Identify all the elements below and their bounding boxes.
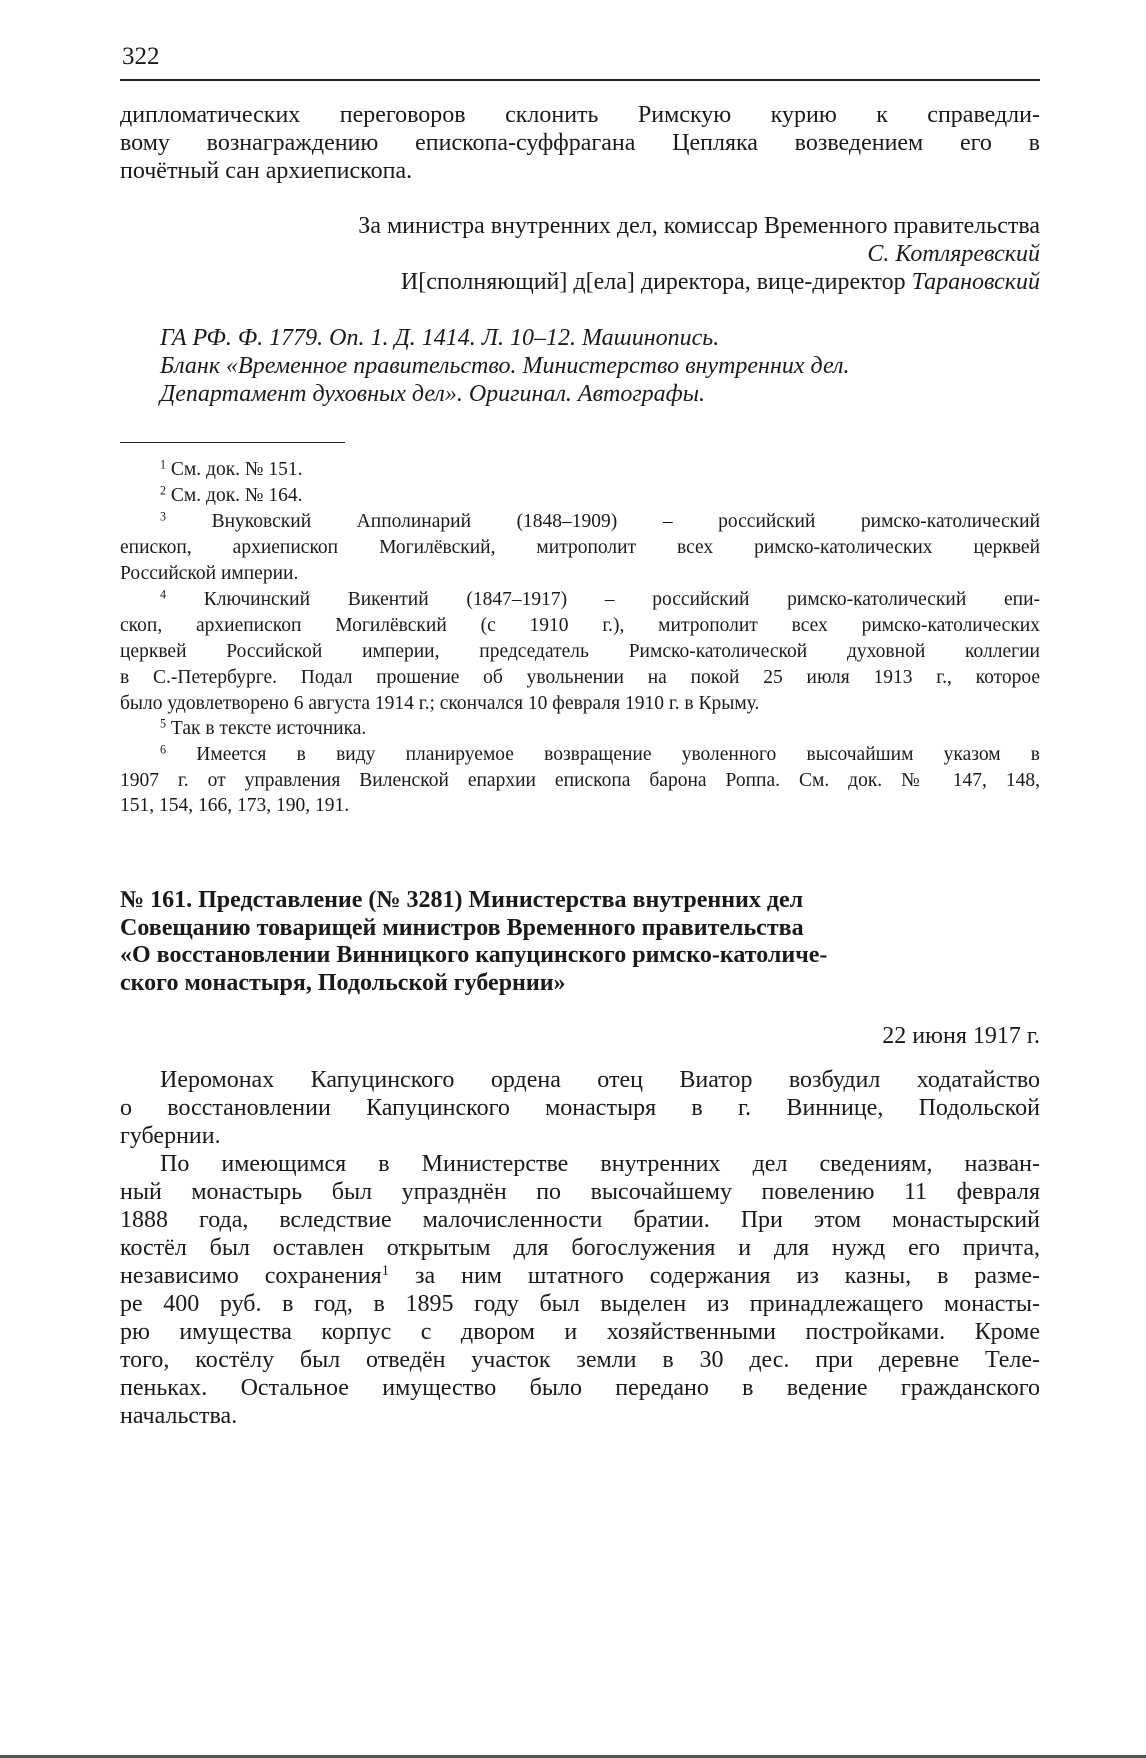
footnote-number: 2 (160, 483, 167, 498)
footnote-line (120, 793, 349, 819)
document-heading-line: № 161. Представление (№ 3281) Министерства внутренних дел (120, 887, 804, 913)
footnote-line (160, 483, 303, 509)
body-text-fragment: за ним штатного содержания из казны, в разме- (389, 1263, 1040, 1289)
body-text-line (120, 1261, 1040, 1291)
footnote-text: Имеется в виду планируемое возвращение уволенного высочайшим указом в (196, 744, 1041, 765)
body-text-line: того, костёлу был отведён участок земли в 30 дес. при деревне Теле- (120, 1347, 1040, 1373)
document-heading-line: «О восстановлении Винницкого капуцинского римско-католиче- (120, 942, 828, 968)
body-text-line: ре 400 руб. в год, в 1895 году был выделен из принадлежащего монасты- (120, 1291, 1040, 1317)
footnote-text: Внуковский Апполинарий (1848–1909) – российский римско-католический (211, 511, 1041, 532)
body-text-line: 1888 года, вследствие малочисленности братии. При этом монастырский (120, 1207, 1040, 1233)
header-rule (120, 79, 1040, 81)
footnote-text: Российской империи. (120, 563, 299, 584)
footnote-text: Так в тексте источника. (170, 718, 367, 739)
body-text-line: костёл был оставлен открытым для богослужения и для нужд его причта, (120, 1235, 1040, 1261)
footnote-text: 151, 154, 166, 173, 190, 191. (120, 795, 350, 816)
footnote-text: скоп, архиепископ Могилёвский (с 1910 г.), митрополит всех римско-католических (120, 615, 1040, 636)
footnote-line (160, 457, 303, 483)
footnote-text: епископ, архиепископ Могилёвский, митрополит всех римско-католических церквей (120, 537, 1040, 558)
footnote-reference: 1 (381, 1262, 390, 1279)
footnote-text: Ключинский Викентий (1847–1917) – российский римско-католический епи- (203, 589, 1041, 610)
footnote-number: 1 (160, 457, 167, 472)
footnote-text: См. док. № 164. (170, 485, 303, 506)
footnote-line (120, 768, 1040, 794)
body-text-line: ный монастырь был упразднён по высочайшему повелению 11 февраля (120, 1179, 1040, 1205)
footnote-line (160, 742, 1040, 768)
archive-source-line: ГА РФ. Ф. 1779. Оп. 1. Д. 1414. Л. 10–12. Машинопись. (160, 325, 720, 351)
footnote-number: 3 (160, 509, 167, 524)
footnote-text: См. док. № 151. (170, 459, 303, 480)
page-number: 322 (122, 43, 160, 70)
footnote-text: церквей Российской империи, председатель Римско-католической духовной коллегии (120, 641, 1040, 662)
footnote-number: 4 (160, 587, 167, 602)
footnote-line (120, 691, 759, 717)
body-text-line: начальства. (120, 1403, 238, 1429)
body-text-line: Иеромонах Капуцинского ордена отец Виатор возбудил ходатайство (160, 1067, 1040, 1093)
signature-name-2: Тарановский (911, 269, 1040, 295)
archive-source-line: Бланк «Временное правительство. Министерство внутренних дел. (160, 353, 850, 379)
footnote-text: было удовлетворено 6 августа 1914 г.; скончался 10 февраля 1910 г. в Крыму. (120, 693, 760, 714)
body-text-line: губернии. (120, 1123, 221, 1149)
footnote-line (120, 613, 1040, 639)
footnote-line (120, 535, 1040, 561)
footnote-line (120, 665, 1040, 691)
signature-line-2 (120, 267, 1040, 297)
footnote-line (120, 639, 1040, 665)
footnote-number: 5 (160, 716, 167, 731)
archive-source-line: Департамент духовных дел». Оригинал. Автографы. (160, 381, 705, 407)
footnote-separator (120, 442, 345, 443)
footnote-line (160, 509, 1040, 535)
document-heading-line: Совещанию товарищей министров Временного правительства (120, 915, 804, 941)
footnote-text: 1907 г. от управления Виленской епархии епископа барона Роппа. См. док. № 147, 148, (120, 770, 1040, 791)
footnote-line (120, 561, 298, 587)
signature-line-1: За министра внутренних дел, комиссар Временного правительства (358, 213, 1040, 239)
body-text-line: По имеющимся в Министерстве внутренних дел сведениям, назван- (160, 1151, 1040, 1177)
body-text-line: пеньках. Остальное имущество было передано в ведение гражданского (120, 1375, 1040, 1401)
footnote-line (160, 716, 366, 742)
footnote-number: 6 (160, 742, 167, 757)
signature-name-1: С. Котляревский (867, 241, 1040, 267)
body-text-line: вому вознаграждению епископа-суффрагана Цепляка возведением его в (120, 130, 1040, 156)
body-text-fragment: независимо сохранения (120, 1263, 382, 1289)
footnote-line (160, 587, 1040, 613)
body-text-line: о восстановлении Капуцинского монастыря в г. Виннице, Подольской (120, 1095, 1040, 1121)
body-text-line: почётный сан архиепископа. (120, 158, 413, 184)
document-heading-line: ского монастыря, Подольской губернии» (120, 970, 566, 996)
signature-line-2-prefix: И[сполняющий] д[ела] директора, вице-директор (400, 269, 912, 295)
footnote-text: в С.-Петербурге. Подал прошение об увольнении на покой 25 июля 1913 г., которое (120, 667, 1040, 688)
body-text-line: дипломатических переговоров склонить Римскую курию к справедли- (120, 102, 1040, 128)
body-text-line: рю имущества корпус с двором и хозяйственными постройками. Кроме (120, 1319, 1040, 1345)
document-date: 22 июня 1917 г. (882, 1023, 1040, 1049)
